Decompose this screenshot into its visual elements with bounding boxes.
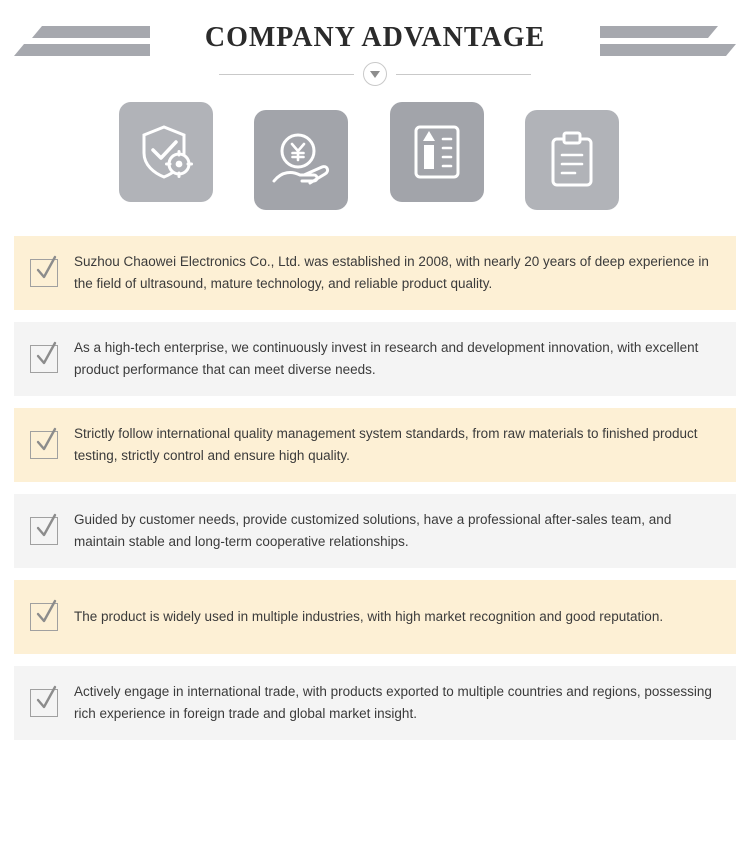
checked-box-icon [30, 259, 58, 287]
advantage-text: Guided by customer needs, provide customized solutions, have a professional after-sales team, and maintain stable and long-term cooperative relationships. [74, 512, 672, 549]
advantage-text: The product is widely used in multiple industries, with high market recognition and good reputation. [74, 609, 664, 625]
divider-line-left [219, 74, 354, 75]
list-item [14, 494, 736, 568]
checked-box-icon [30, 517, 58, 545]
page-header [0, 0, 750, 92]
list-item [14, 666, 736, 740]
list-item [14, 408, 736, 482]
hand-coin-icon [254, 110, 348, 210]
list-item [14, 236, 736, 310]
page-title: COMPANY ADVANTAGE [204, 22, 546, 53]
checked-box-icon [30, 431, 58, 459]
advantage-text: Actively engage in international trade, with products exported to multiple countries and regions, possessing rich experience in foreign trade and global market insight. [74, 684, 712, 721]
divider-line-right [396, 74, 531, 75]
checked-box-icon [30, 345, 58, 373]
advantage-text: As a high-tech enterprise, we continuously invest in research and development innovation, with excellent product performance that can meet diverse needs. [74, 340, 699, 377]
list-item [14, 580, 736, 654]
feature-icon-row [0, 102, 750, 222]
shield-gear-icon [119, 102, 213, 202]
clipboard-icon [525, 110, 619, 210]
checked-box-icon [30, 689, 58, 717]
chevron-down-icon [363, 62, 387, 86]
title-divider [0, 62, 750, 86]
chart-bar-icon [390, 102, 484, 202]
advantage-list [14, 236, 736, 740]
checked-box-icon [30, 603, 58, 631]
list-item [14, 322, 736, 396]
advantage-text: Strictly follow international quality management system standards, from raw materials to finished product testing, strictly control and ensure high quality. [74, 426, 698, 463]
advantage-text: Suzhou Chaowei Electronics Co., Ltd. was established in 2008, with nearly 20 years of deep experience in the field of ultrasound, mature technology, and reliable product quality. [74, 254, 709, 291]
